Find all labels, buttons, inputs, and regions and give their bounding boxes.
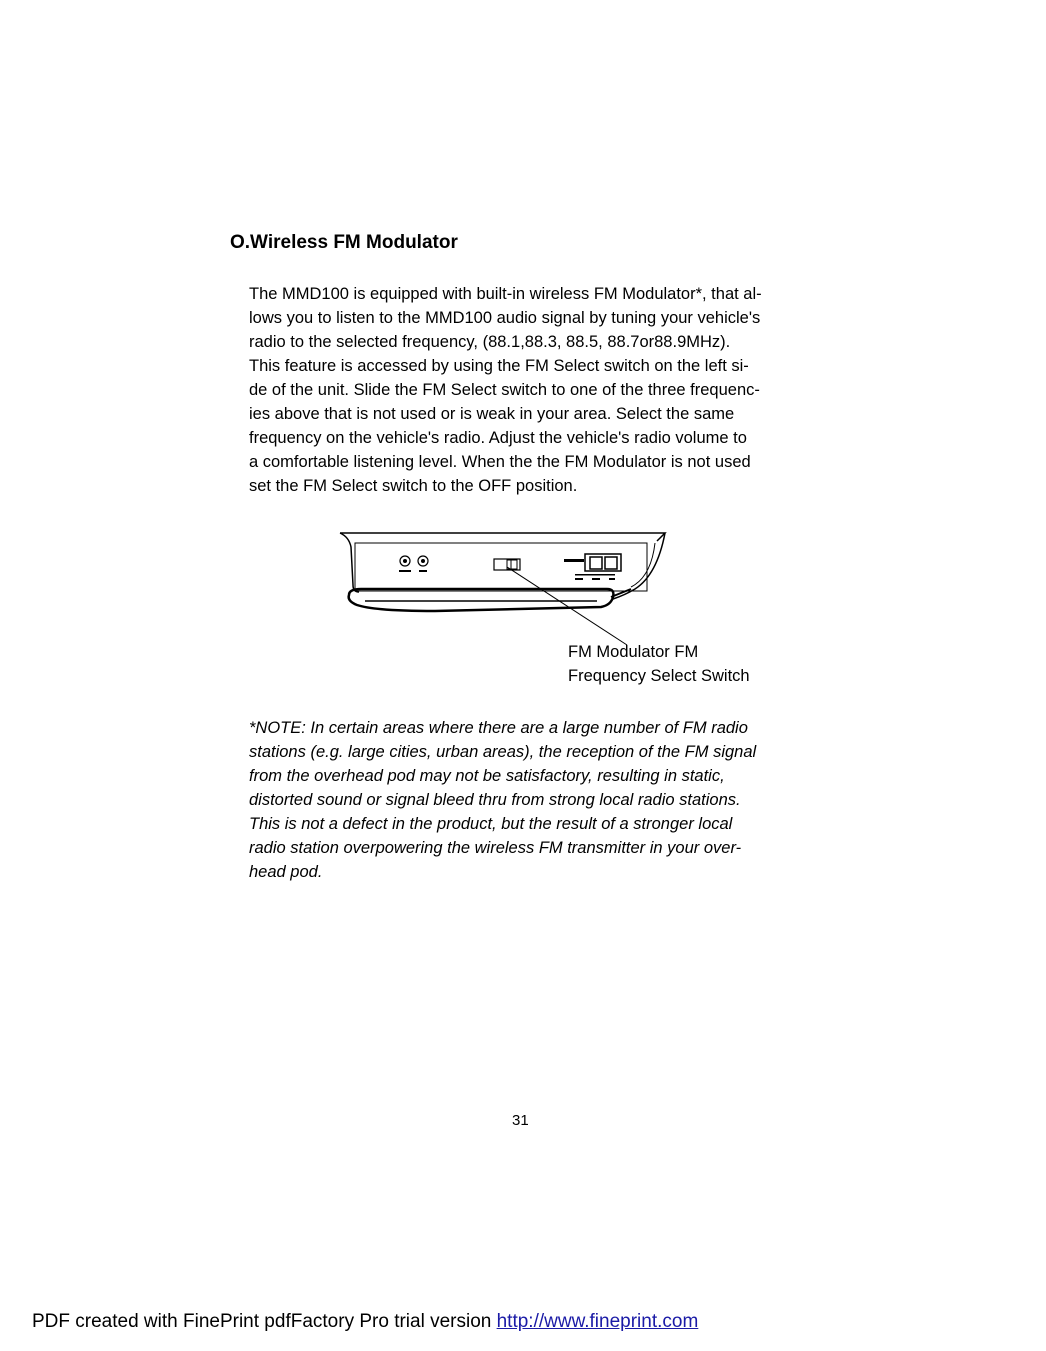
- note-line: distorted sound or signal bleed thru from strong local radio stations.: [249, 791, 741, 809]
- pdf-footer: [32, 1311, 698, 1333]
- note-line: head pod.: [249, 863, 323, 881]
- paragraph-line: a comfortable listening level. When the the FM Modulator is not used: [249, 453, 751, 471]
- paragraph-line: de of the unit. Slide the FM Select switch to one of the three frequenc-: [249, 381, 760, 399]
- note-line: stations (e.g. large cities, urban areas), the reception of the FM signal: [249, 743, 757, 761]
- paragraph-line: set the FM Select switch to the OFF position.: [249, 477, 578, 495]
- note-line: from the overhead pod may not be satisfactory, resulting in static,: [249, 767, 725, 785]
- bottom-tray: [349, 589, 614, 611]
- footer-text: PDF created with FinePrint pdfFactory Pro trial version: [32, 1311, 497, 1332]
- note-line: radio station overpowering the wireless FM transmitter in your over-: [249, 839, 742, 857]
- caption-line: FM Modulator FM: [568, 643, 699, 661]
- section-title: O.Wireless FM Modulator: [230, 232, 458, 253]
- housing-outline: [340, 533, 665, 541]
- paragraph-line: This feature is accessed by using the FM Select switch on the left si-: [249, 357, 749, 375]
- body-paragraph: [249, 282, 762, 498]
- note-line: This is not a defect in the product, but the result of a stronger local: [249, 815, 733, 833]
- caption-line: Frequency Select Switch: [568, 667, 750, 685]
- paragraph-line: lows you to listen to the MMD100 audio signal by tuning your vehicle's: [249, 309, 761, 327]
- note-paragraph: [249, 716, 756, 884]
- paragraph-line: ies above that is not used or is weak in your area. Select the same: [249, 405, 735, 423]
- panel-face: [355, 543, 647, 591]
- paragraph-line: radio to the selected frequency, (88.1,88.3, 88.5, 88.7or88.9MHz).: [249, 333, 731, 351]
- figure-caption: [568, 640, 750, 688]
- fm-switch-illustration: [335, 525, 680, 650]
- footer-link[interactable]: http://www.fineprint.com: [496, 1311, 699, 1332]
- paragraph-line: The MMD100 is equipped with built-in wireless FM Modulator*, that al-: [249, 285, 762, 303]
- housing-right-inner: [631, 543, 655, 587]
- page-number: 31: [512, 1112, 529, 1129]
- note-line: *NOTE: In certain areas where there are a large number of FM radio: [249, 719, 748, 737]
- housing-left-side: [340, 533, 359, 592]
- paragraph-line: frequency on the vehicle's radio. Adjust the vehicle's radio volume to: [249, 429, 747, 447]
